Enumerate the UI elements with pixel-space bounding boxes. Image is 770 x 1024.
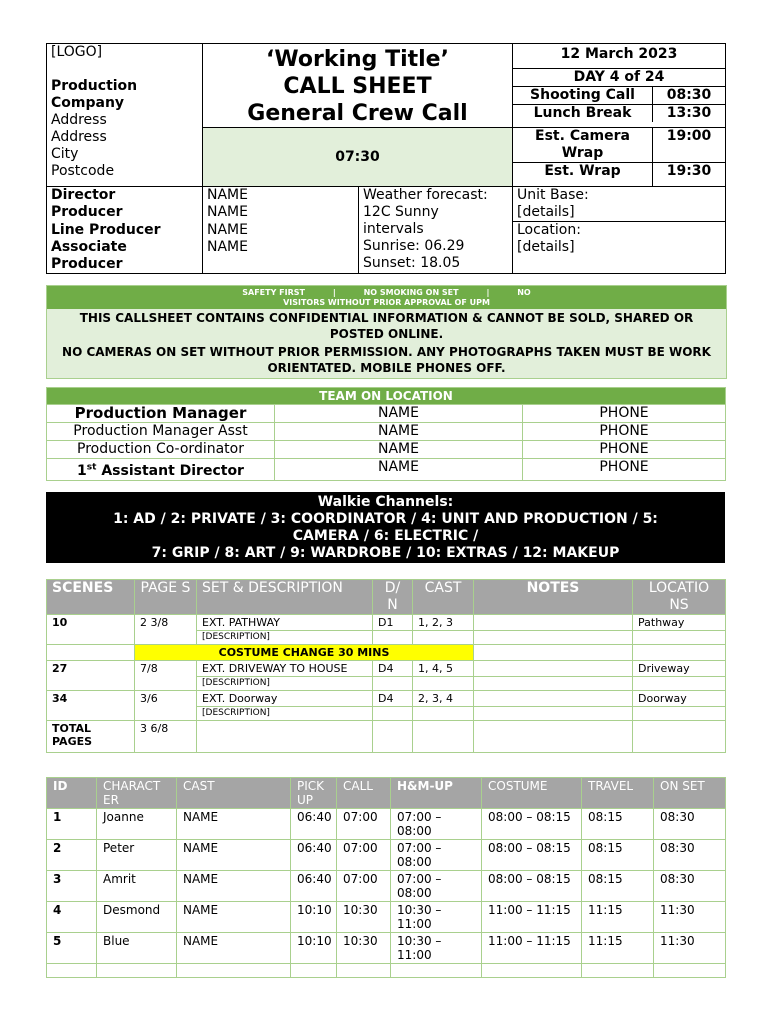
col-notes: NOTES <box>474 580 633 615</box>
cast-hmu: 10:30 – 11:00 <box>391 933 482 964</box>
scene-location: Pathway <box>633 615 726 631</box>
unit-base-label: Unit Base: <box>517 187 589 203</box>
scene-number: 34 <box>47 691 135 721</box>
location-label: Location: <box>517 222 581 238</box>
cast-character: Amrit <box>97 871 177 902</box>
cast-character: Desmond <box>97 902 177 933</box>
cast-id: 5 <box>47 933 97 964</box>
line-producer-role: Line Producer <box>47 222 203 239</box>
lunch-break-time: 13:30 <box>666 105 712 121</box>
cast-row <box>47 840 726 871</box>
address-line-2: Address <box>51 129 107 145</box>
ordinal-suffix: st <box>86 462 97 472</box>
cast-hmu: 07:00 – 08:00 <box>391 840 482 871</box>
total-pages-row <box>47 721 726 753</box>
cast-id: 2 <box>47 840 97 871</box>
safety-notice <box>46 285 727 379</box>
team-name: NAME <box>275 423 523 441</box>
cast-table <box>46 777 726 978</box>
sunset: Sunset: 18.05 <box>363 255 461 271</box>
col-id: ID <box>47 778 97 809</box>
cast-onset: 11:30 <box>654 933 726 964</box>
scene-row <box>47 691 726 707</box>
team-row <box>47 405 726 423</box>
scene-description: [DESCRIPTION] <box>197 677 373 691</box>
weather-desc: intervals <box>363 221 424 237</box>
team-phone: PHONE <box>523 423 726 441</box>
camera-wrap-label: Est. Camera Wrap <box>513 128 653 162</box>
call-sheet-heading: CALL SHEET <box>283 74 432 99</box>
shooting-call-row <box>513 87 725 105</box>
scene-notes <box>474 661 633 677</box>
team-row <box>47 441 726 459</box>
producer-role: Producer <box>47 204 203 221</box>
weather-label: Weather forecast: <box>363 187 488 203</box>
scene-number: 27 <box>47 661 135 691</box>
call-sheet-header <box>46 43 726 274</box>
associate-producer-name: NAME <box>203 239 359 274</box>
cast-call: 10:30 <box>337 933 391 964</box>
team-row <box>47 459 726 481</box>
scene-pages: 2 3/8 <box>135 615 197 645</box>
walkie-line-3: 7: GRIP / 8: ART / 9: WARDROBE / 10: EXTRAS / 12: MAKEUP <box>151 545 620 561</box>
crew-call-time: 07:30 <box>203 128 513 187</box>
weather-temp: 12C Sunny <box>363 204 439 220</box>
wrap-times-block <box>513 128 726 187</box>
shooting-call-time: 08:30 <box>666 87 712 103</box>
col-scenes: SCENES <box>47 580 135 615</box>
scene-notes <box>474 615 633 631</box>
cast-row <box>47 933 726 964</box>
team-role: Production Manager Asst <box>47 423 275 441</box>
col-travel: TRAVEL <box>582 778 654 809</box>
cast-call: 07:00 <box>337 871 391 902</box>
unit-base-block <box>513 187 726 222</box>
col-set: SET & DESCRIPTION <box>197 580 373 615</box>
cast-call: 10:30 <box>337 902 391 933</box>
cast-costume: 08:00 – 08:15 <box>482 840 582 871</box>
team-phone: PHONE <box>523 441 726 459</box>
cast-row <box>47 902 726 933</box>
scene-cast: 2, 3, 4 <box>413 691 474 707</box>
scene-location: Driveway <box>633 661 726 677</box>
production-title: ‘Working Title’ <box>266 47 449 72</box>
team-role <box>47 459 275 481</box>
cast-character: Peter <box>97 840 177 871</box>
cast-hmu: 07:00 – 08:00 <box>391 871 482 902</box>
cast-travel: 11:15 <box>582 933 654 964</box>
cast-costume: 08:00 – 08:15 <box>482 809 582 840</box>
cast-travel: 11:15 <box>582 902 654 933</box>
scene-description: [DESCRIPTION] <box>197 631 373 645</box>
cast-pickup: 06:40 <box>291 809 337 840</box>
team-on-location <box>46 387 726 481</box>
team-phone: PHONE <box>523 405 726 423</box>
col-dn: D/ N <box>373 580 413 615</box>
cast-row <box>47 809 726 840</box>
team-row <box>47 423 726 441</box>
cast-travel: 08:15 <box>582 809 654 840</box>
walkie-title: Walkie Channels: <box>317 494 454 510</box>
weather-block <box>359 187 513 274</box>
line-producer-name: NAME <box>203 222 359 239</box>
scene-notes <box>474 691 633 707</box>
unit-base-details: [details] <box>517 204 575 220</box>
cast-name: NAME <box>177 871 291 902</box>
title-block <box>203 44 513 128</box>
cast-id: 4 <box>47 902 97 933</box>
date-times-block <box>513 44 726 128</box>
cast-costume: 11:00 – 11:15 <box>482 902 582 933</box>
scene-set: EXT. DRIVEWAY TO HOUSE <box>197 661 373 677</box>
col-locations: LOCATIO NS <box>633 580 726 615</box>
camera-notice: NO CAMERAS ON SET WITHOUT PRIOR PERMISSION. ANY PHOTOGRAPHS TAKEN MUST BE WORK ORIENTATED. MOBILE PHONES OFF. <box>47 344 726 378</box>
cast-onset: 08:30 <box>654 871 726 902</box>
cast-pickup: 06:40 <box>291 840 337 871</box>
total-pages-label: TOTAL PAGES <box>47 721 135 753</box>
cast-character: Blue <box>97 933 177 964</box>
director-role: Director <box>47 187 203 205</box>
first-ad-role: 1st Assistant Director <box>77 462 244 479</box>
cast-name: NAME <box>177 902 291 933</box>
shooting-call-label: Shooting Call <box>513 87 653 104</box>
wrap-label: Est. Wrap <box>513 163 653 186</box>
cast-pickup: 10:10 <box>291 902 337 933</box>
cast-costume: 08:00 – 08:15 <box>482 871 582 902</box>
address-line-1: Address <box>51 112 107 128</box>
location-details: [details] <box>517 239 575 255</box>
cast-pickup: 06:40 <box>291 871 337 902</box>
cast-header <box>47 778 726 809</box>
cast-onset: 08:30 <box>654 840 726 871</box>
team-phone: PHONE <box>523 459 726 481</box>
wrap-row <box>513 163 725 186</box>
team-name: NAME <box>275 459 523 481</box>
col-call: CALL <box>337 778 391 809</box>
team-role: Production Co-ordinator <box>47 441 275 459</box>
col-costume: COSTUME <box>482 778 582 809</box>
cast-onset: 11:30 <box>654 902 726 933</box>
scenes-header <box>47 580 726 615</box>
cast-travel: 08:15 <box>582 840 654 871</box>
team-name: NAME <box>275 405 523 423</box>
cast-costume: 11:00 – 11:15 <box>482 933 582 964</box>
team-name: NAME <box>275 441 523 459</box>
cast-name: NAME <box>177 840 291 871</box>
scene-cast: 1, 4, 5 <box>413 661 474 677</box>
cast-call: 07:00 <box>337 809 391 840</box>
cast-hmu: 07:00 – 08:00 <box>391 809 482 840</box>
camera-wrap-time: 19:00 <box>666 128 712 144</box>
address-postcode: Postcode <box>51 163 115 179</box>
scene-dn: D4 <box>373 661 413 677</box>
cast-call: 07:00 <box>337 840 391 871</box>
scene-pages: 7/8 <box>135 661 197 691</box>
company-block <box>47 44 203 187</box>
cast-name: NAME <box>177 809 291 840</box>
col-pickup: PICK UP <box>291 778 337 809</box>
team-title: TEAM ON LOCATION <box>47 388 726 405</box>
associate-producer-role: Associate Producer <box>47 239 203 274</box>
company-name-line-2: Company <box>51 95 125 111</box>
lunch-break-row <box>513 105 725 122</box>
scenes-table <box>46 579 726 753</box>
cast-row-empty <box>47 964 726 978</box>
col-onset: ON SET <box>654 778 726 809</box>
cast-id: 1 <box>47 809 97 840</box>
col-character: CHARACT ER <box>97 778 177 809</box>
scene-row <box>47 661 726 677</box>
team-role: Production Manager <box>47 405 275 423</box>
col-cast: CAST <box>413 580 474 615</box>
company-name-line-1: Production <box>51 78 138 94</box>
cast-hmu: 10:30 – 11:00 <box>391 902 482 933</box>
director-name: NAME <box>203 187 359 205</box>
total-pages-value: 3 6/8 <box>135 721 197 753</box>
crew-call-label: General Crew Call <box>247 101 468 126</box>
address-city: City <box>51 146 79 162</box>
scene-location: Doorway <box>633 691 726 707</box>
scene-dn: D4 <box>373 691 413 707</box>
cast-row <box>47 871 726 902</box>
safety-bar: SAFETY FIRST | NO SMOKING ON SET | NO VISITORS WITHOUT PRIOR APPROVAL OF UPM <box>47 286 726 309</box>
scene-description: [DESCRIPTION] <box>197 707 373 721</box>
costume-change-row <box>47 645 726 661</box>
wrap-time: 19:30 <box>666 163 712 179</box>
logo-placeholder: [LOGO] <box>51 44 103 60</box>
sunrise: Sunrise: 06.29 <box>363 238 465 254</box>
costume-change-banner: COSTUME CHANGE 30 MINS <box>135 645 474 661</box>
cast-character: Joanne <box>97 809 177 840</box>
scene-cast: 1, 2, 3 <box>413 615 474 631</box>
cast-name: NAME <box>177 933 291 964</box>
cast-id: 3 <box>47 871 97 902</box>
producer-name: NAME <box>203 204 359 221</box>
location-block <box>513 222 726 274</box>
col-cast: CAST <box>177 778 291 809</box>
walkie-channels <box>46 492 725 563</box>
scene-pages: 3/6 <box>135 691 197 721</box>
scene-number: 10 <box>47 615 135 645</box>
confidential-notice: THIS CALLSHEET CONTAINS CONFIDENTIAL INFORMATION & CANNOT BE SOLD, SHARED OR POSTED ONLINE. <box>47 309 726 344</box>
walkie-line-1: 1: AD / 2: PRIVATE / 3: COORDINATOR / 4: UNIT AND PRODUCTION / 5: <box>113 511 658 527</box>
col-hmu: H&M-UP <box>391 778 482 809</box>
camera-wrap-row <box>513 128 725 163</box>
shoot-day: DAY 4 of 24 <box>513 69 725 87</box>
col-pages: PAGE S <box>135 580 197 615</box>
walkie-line-2: CAMERA / 6: ELECTRIC / <box>292 528 479 544</box>
scene-set: EXT. Doorway <box>197 691 373 707</box>
lunch-break-label: Lunch Break <box>513 105 653 122</box>
cast-onset: 08:30 <box>654 809 726 840</box>
cast-travel: 08:15 <box>582 871 654 902</box>
scene-dn: D1 <box>373 615 413 631</box>
scene-set: EXT. PATHWAY <box>197 615 373 631</box>
cast-pickup: 10:10 <box>291 933 337 964</box>
scene-row <box>47 615 726 631</box>
shoot-date: 12 March 2023 <box>513 44 725 69</box>
